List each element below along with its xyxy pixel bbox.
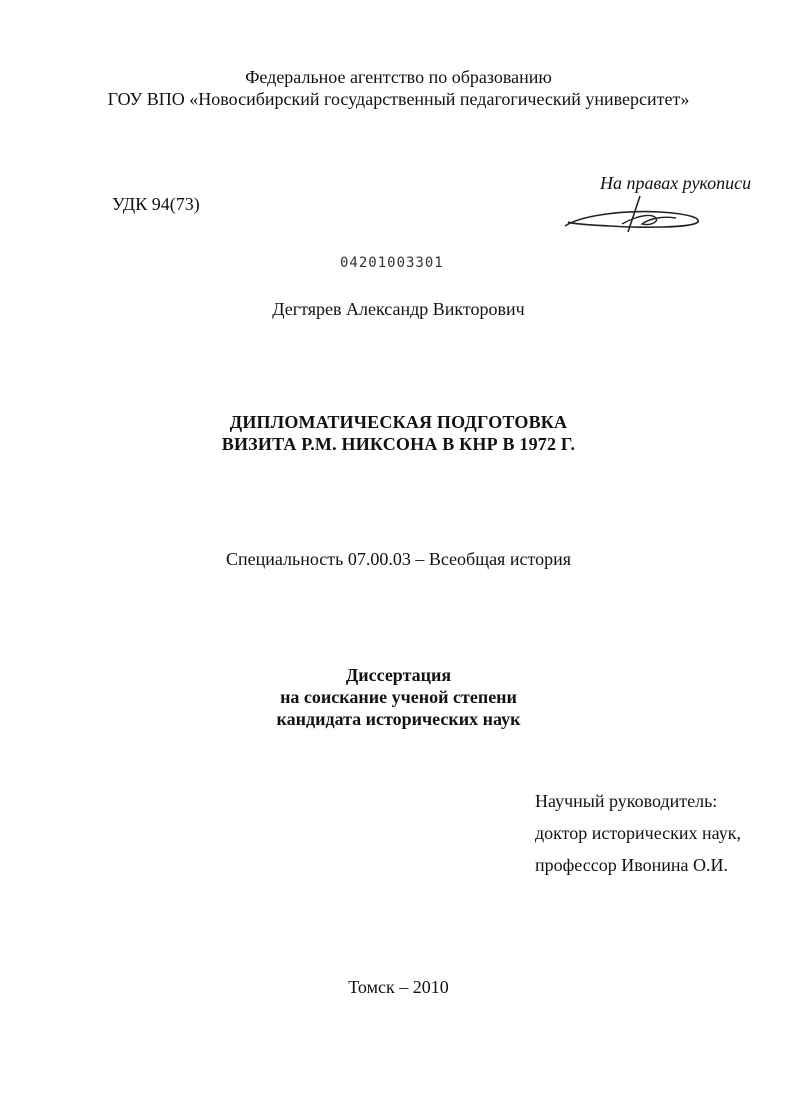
- city-year: Томск – 2010: [348, 977, 449, 997]
- degree-purpose: на соискание ученой степени: [280, 687, 517, 707]
- signature: [560, 188, 710, 238]
- thesis-title-line1: ДИПЛОМАТИЧЕСКАЯ ПОДГОТОВКА: [229, 412, 568, 432]
- author-name: Дегтярев Александр Викторович: [272, 299, 525, 319]
- supervisor-label: Научный руководитель:: [535, 791, 718, 811]
- degree-name: кандидата исторических наук: [276, 709, 521, 729]
- manuscript-note: На правах рукописи: [600, 173, 752, 193]
- dissertation-label: Диссертация: [345, 665, 452, 685]
- registry-number: 04201003301: [340, 255, 444, 271]
- university-name: ГОУ ВПО «Новосибирский государственный педагогический университет»: [107, 89, 690, 109]
- udk-code: УДК 94(73): [112, 194, 200, 214]
- agency-name: Федеральное агентство по образованию: [245, 67, 552, 87]
- speciality: Специальность 07.00.03 – Всеобщая история: [225, 549, 572, 569]
- supervisor-degree: доктор исторических наук,: [535, 823, 741, 843]
- supervisor-name: профессор Ивонина О.И.: [535, 855, 728, 875]
- thesis-title-line2: ВИЗИТА Р.М. НИКСОНА В КНР В 1972 Г.: [221, 434, 576, 454]
